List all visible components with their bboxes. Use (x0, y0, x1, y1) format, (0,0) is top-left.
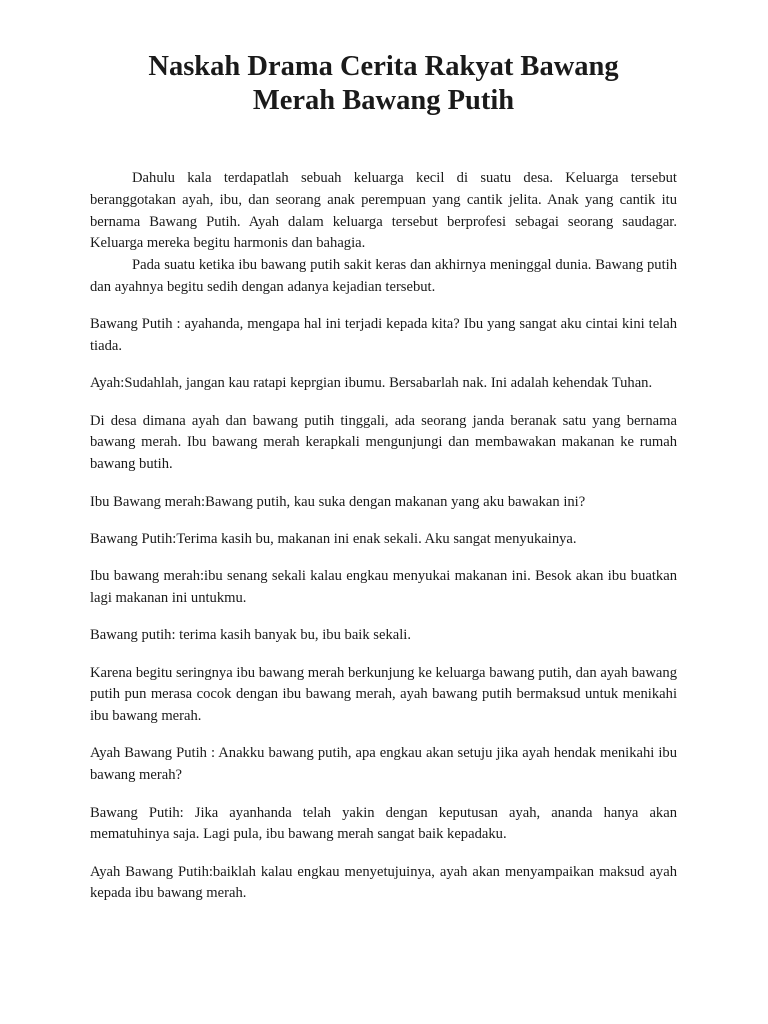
title-line-2: Merah Bawang Putih (252, 85, 515, 116)
dialogue-paragraph: Ayah Bawang Putih:baiklah kalau engkau menyetujuinya, ayah akan menyampaikan maksud ayah kepada ibu bawang merah. (90, 863, 677, 902)
document-title (90, 50, 677, 118)
dialogue-paragraph: Bawang Putih : ayahanda, mengapa hal ini terjadi kepada kita? Ibu yang sangat aku cintai kini telah tiada. (90, 316, 677, 355)
narration-paragraph: Karena begitu seringnya ibu bawang merah berkunjung ke keluarga bawang putih, dan ayah bawang putih pun merasa cocok dengan ibu bawang merah, ayah bawang putih bermaksud untuk menikahi ibu bawang merah. (90, 664, 677, 725)
narration-paragraph: Di desa dimana ayah dan bawang putih tinggali, ada seorang janda beranak satu yang bernama bawang merah. Ibu bawang merah kerapkali mengunjungi dan membawakan makanan ke rumah bawang butih. (90, 412, 677, 473)
dialogue-paragraph: Bawang putih: terima kasih banyak bu, ibu baik sekali. (90, 627, 411, 644)
intro-paragraph: Dahulu kala terdapatlah sebuah keluarga kecil di suatu desa. Keluarga tersebut beranggotakan ayah, ibu, dan seorang anak perempuan yang cantik jelita. Anak yang cantik itu bernama Bawang Putih. Ayah dalam keluarga tersebut berprofesi sebagai seorang saudagar. Keluarga mereka begitu harmonis dan bahagia. (90, 170, 677, 252)
dialogue-paragraph: Ibu Bawang merah:Bawang putih, kau suka dengan makanan yang aku bawakan ini? (90, 493, 586, 510)
dialogue-paragraph: Bawang Putih:Terima kasih bu, makanan ini enak sekali. Aku sangat menyukainya. (90, 530, 577, 547)
dialogue-paragraph: Bawang Putih: Jika ayanhanda telah yakin dengan keputusan ayah, ananda hanya akan mematuhinya saja. Lagi pula, ibu bawang merah sangat baik kepadaku. (90, 804, 677, 843)
intro-paragraph: Pada suatu ketika ibu bawang putih sakit keras dan akhirnya meninggal dunia. Bawang putih dan ayahnya begitu sedih dengan adanya kejadian tersebut. (90, 257, 677, 295)
intro-block (90, 168, 677, 299)
dialogue-paragraph: Ayah:Sudahlah, jangan kau ratapi keprgian ibumu. Bersabarlah nak. Ini adalah kehendak Tuhan. (90, 375, 653, 392)
title-line-1: Naskah Drama Cerita Rakyat Bawang (148, 51, 619, 82)
dialogue-paragraph: Ibu bawang merah:ibu senang sekali kalau engkau menyukai makanan ini. Besok akan ibu buatkan lagi makanan ini untukmu. (90, 568, 677, 606)
document-page (90, 50, 677, 921)
dialogue-paragraph: Ayah Bawang Putih : Anakku bawang putih, apa engkau akan setuju jika ayah hendak menikahi ibu bawang merah? (90, 745, 677, 784)
